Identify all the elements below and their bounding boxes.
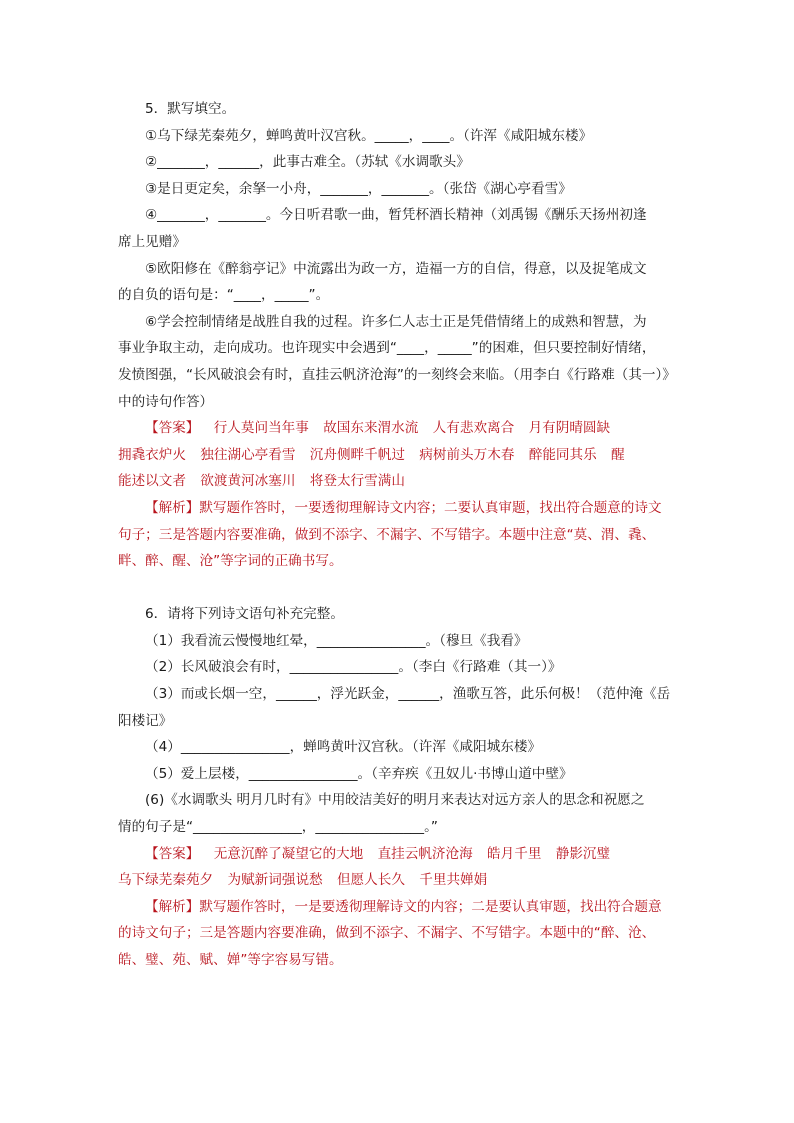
q5-line-2: ②_______，______，此事古难全。（苏轼《水调歌头》 <box>145 154 470 171</box>
q5-answer-line-3 <box>118 468 678 495</box>
q5-line-9: 事业争取主动，走向成功。也许现实中会遇到“____，_____”的困难，但只要控制好情绪， <box>118 340 656 357</box>
q6-line-5: （4）________________，蝉鸣黄叶汉宫秋。（许浑《咸阳城东楼》 <box>145 739 542 756</box>
q6-answer-line-2 <box>118 867 678 894</box>
q5-analysis-text: 默写题作答时，一要透彻理解诗文内容；二要认真审题，找出符合题意的诗文 <box>199 499 662 516</box>
q5-analysis-tag: 【解析】 <box>145 499 200 516</box>
question-6-title: 6．请将下列诗文语句补充完整。 <box>145 606 344 623</box>
q5-line-6: ⑤欧阳修在《醉翁亭记》中流露出为政一方，造福一方的自信，得意，以及捉笔成文 <box>145 260 647 277</box>
q5-answer-item: 欲渡黄河冰塞川 <box>200 473 296 490</box>
q6-answer-item: 静影沉璧 <box>555 845 611 862</box>
q5-answer-item: 醉能同其乐 <box>528 446 597 463</box>
q6-answer-item: 但愿人长久 <box>336 872 405 889</box>
q5-analysis-line-2: 句子；三是答题内容要准确，做到不添字、不漏字、不写错字。本题中注意“莫、渭、毳、 <box>118 526 656 543</box>
q6-line-4: 阳楼记》 <box>118 712 173 729</box>
q5-answer-item: 沉舟侧畔千帆过 <box>309 446 405 463</box>
q5-line-4: ④_______，_______。今日听君歌一曲，暂凭杯酒长精神（刘禹锡《酬乐天扬州初逢 <box>145 207 647 224</box>
section-spacer <box>118 575 678 602</box>
question-5-title: 5．默写填空。 <box>145 101 236 117</box>
q6-answer-item: 皓月千里 <box>487 845 542 862</box>
q5-answer-item: 拥毳衣炉火 <box>118 446 186 463</box>
q6-answer-item: 无意沉醉了凝望它的大地 <box>213 845 364 862</box>
q6-analysis-line-2: 的诗文句子；三是答题内容要准确，做到不添字、不漏字、不写错字。本题中的“醉、沧、 <box>118 925 656 942</box>
q5-answer-item: 独往湖心亭看雪 <box>200 446 296 463</box>
q5-answer-item: 能述以文者 <box>118 473 186 490</box>
q5-answer-item: 月有阴晴圆缺 <box>528 420 611 437</box>
q6-analysis-text: 默写题作答时，一是要透彻理解诗文的内容；二是要认真审题，找出符合题意 <box>199 898 662 915</box>
q5-line-11: 中的诗句作答） <box>118 393 214 410</box>
q5-line-1: ①乌下绿芜秦苑夕，蝉鸣黄叶汉宫秋。_____，____。（许浑《咸阳城东楼》 <box>145 127 593 144</box>
q6-answer-item: 千里共婵娟 <box>419 872 488 889</box>
q5-analysis-line-3: 畔、醉、醒、沧”等字词的正确书写。 <box>118 553 343 570</box>
q5-line-10: 发愤图强，“长风破浪会有时，直挂云帆济沧海”的一刻终会来临。（用李白《行路难（其一）》 <box>118 366 676 383</box>
q6-answer-item: 乌下绿芜秦苑夕 <box>118 872 214 889</box>
q6-answer-line-1 <box>118 841 678 868</box>
q6-line-2: （2）长风破浪会有时，________________。（李白《行路难（其一）》 <box>145 659 562 676</box>
q5-answer-line-1 <box>118 415 678 442</box>
q6-line-1: （1）我看流云慢慢地红晕，________________。（穆旦《我看》 <box>145 632 528 649</box>
q6-answer-tag: 【答案】 <box>145 845 200 862</box>
q5-answer-tag: 【答案】 <box>145 420 200 437</box>
q5-answer-item: 将登太行雪满山 <box>309 473 405 490</box>
q5-answer-item: 病树前头万木春 <box>419 446 515 463</box>
q6-line-8: 情的句子是“________________，________________。” <box>118 819 438 836</box>
q5-answer-line-2 <box>118 442 678 469</box>
q5-line-5: 席上见赠》 <box>118 233 186 250</box>
q5-answer-item: 行人莫问当年事 <box>213 420 309 437</box>
q5-line-7: 的自负的语句是：“____，_____”。 <box>118 287 330 304</box>
q5-line-8: ⑥学会控制情绪是战胜自我的过程。许多仁人志士正是凭借情绪上的成熟和智慧，为 <box>145 313 647 330</box>
q6-analysis-line-1 <box>118 894 678 921</box>
document-content <box>118 96 678 974</box>
q6-answer-item: 为赋新词强说愁 <box>227 872 323 889</box>
q5-answer-item: 醒 <box>611 446 625 463</box>
q5-analysis-line-1 <box>118 495 678 522</box>
q5-answer-item: 故国东来渭水流 <box>323 420 419 437</box>
q5-answer-item: 人有悲欢离合 <box>432 420 515 437</box>
q6-analysis-line-3: 皓、璧、苑、赋、婵”等字容易写错。 <box>118 952 343 968</box>
q6-line-3: （3）而或长烟一空，______，浮光跃金，______，渔歌互答，此乐何极！（范仲淹《岳 <box>145 686 671 703</box>
q6-answer-item: 直挂云帆济沧海 <box>377 845 473 862</box>
q6-line-6: （5）爱上层楼，________________。（辛弃疾《丑奴儿·书博山道中壁》 <box>145 765 573 782</box>
q6-analysis-tag: 【解析】 <box>145 898 200 915</box>
q5-line-3: ③是日更定矣，余拏一小舟，_______，_______。（张岱《湖心亭看雪》 <box>145 180 572 197</box>
q6-line-7: (6)《水调歌头 明月几时有》中用皎洁美好的明月来表达对远方亲人的思念和祝愿之 <box>145 792 645 809</box>
